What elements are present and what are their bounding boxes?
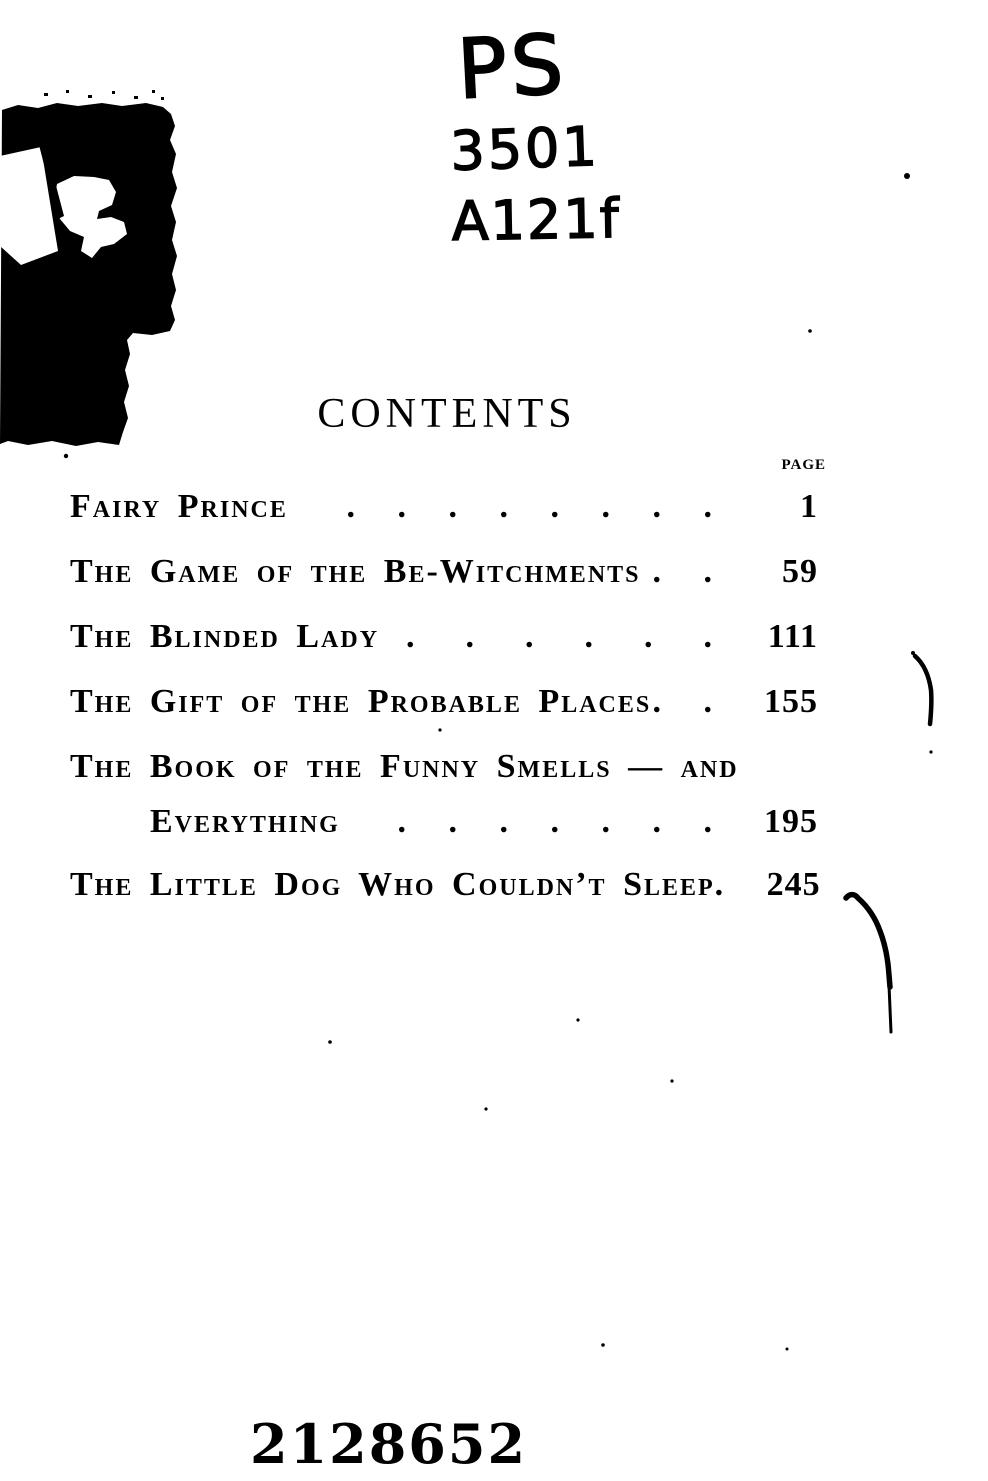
toc-entry xyxy=(70,747,818,787)
toc-entry-title: The Game of the Be-Witchments xyxy=(70,553,641,590)
toc-entry-title: Fairy Prince xyxy=(70,488,288,525)
toc-entry xyxy=(70,865,821,905)
toc-leader-dots: . xyxy=(714,866,724,903)
toc-entry xyxy=(70,552,818,592)
toc-entry-continuation xyxy=(70,802,818,842)
table-of-contents xyxy=(70,457,826,930)
toc-leader-dots: . . . . . . . xyxy=(397,803,712,840)
toc-page-number: 155 xyxy=(764,683,818,720)
toc-page-number: 1 xyxy=(800,488,818,525)
toc-entry-title: The Little Dog Who Couldn’t Sleep xyxy=(70,866,715,903)
toc-entry-title: The Gift of the Probable Places xyxy=(70,683,652,720)
toc-leader-dots: . . . . . . xyxy=(406,618,712,655)
toc-entry-title: The Book of the Funny Smells — and xyxy=(70,748,739,785)
scan-noise-dots xyxy=(44,90,164,100)
toc-entry xyxy=(70,617,818,657)
call-number-line1: PS xyxy=(455,17,570,118)
contents-heading: CONTENTS xyxy=(317,391,577,437)
toc-leader-dots: . . . . . . . . xyxy=(346,488,712,525)
toc-leader-dots: . . xyxy=(652,553,712,590)
accession-number-stamp: 2128652 xyxy=(250,1412,528,1476)
page-column-label: PAGE xyxy=(781,457,826,473)
toc-entry xyxy=(70,487,818,527)
call-number-line3: A121f xyxy=(451,187,622,253)
toc-entry-title: The Blinded Lady xyxy=(70,618,380,655)
toc-page-number: 195 xyxy=(764,803,818,840)
toc-entry-title: Everything xyxy=(150,803,340,840)
pen-curve-lower-tail xyxy=(889,985,891,1032)
toc-page-number: 245 xyxy=(766,866,821,903)
toc-leader-dots: . . xyxy=(652,683,712,720)
pen-curve-upper xyxy=(915,656,931,724)
pen-curve-lower xyxy=(846,895,890,987)
toc-page-number: 111 xyxy=(767,618,818,655)
toc-entry xyxy=(70,682,818,722)
call-number-line2: 3501 xyxy=(449,114,601,183)
call-number xyxy=(435,12,635,272)
toc-page-number: 59 xyxy=(782,553,818,590)
